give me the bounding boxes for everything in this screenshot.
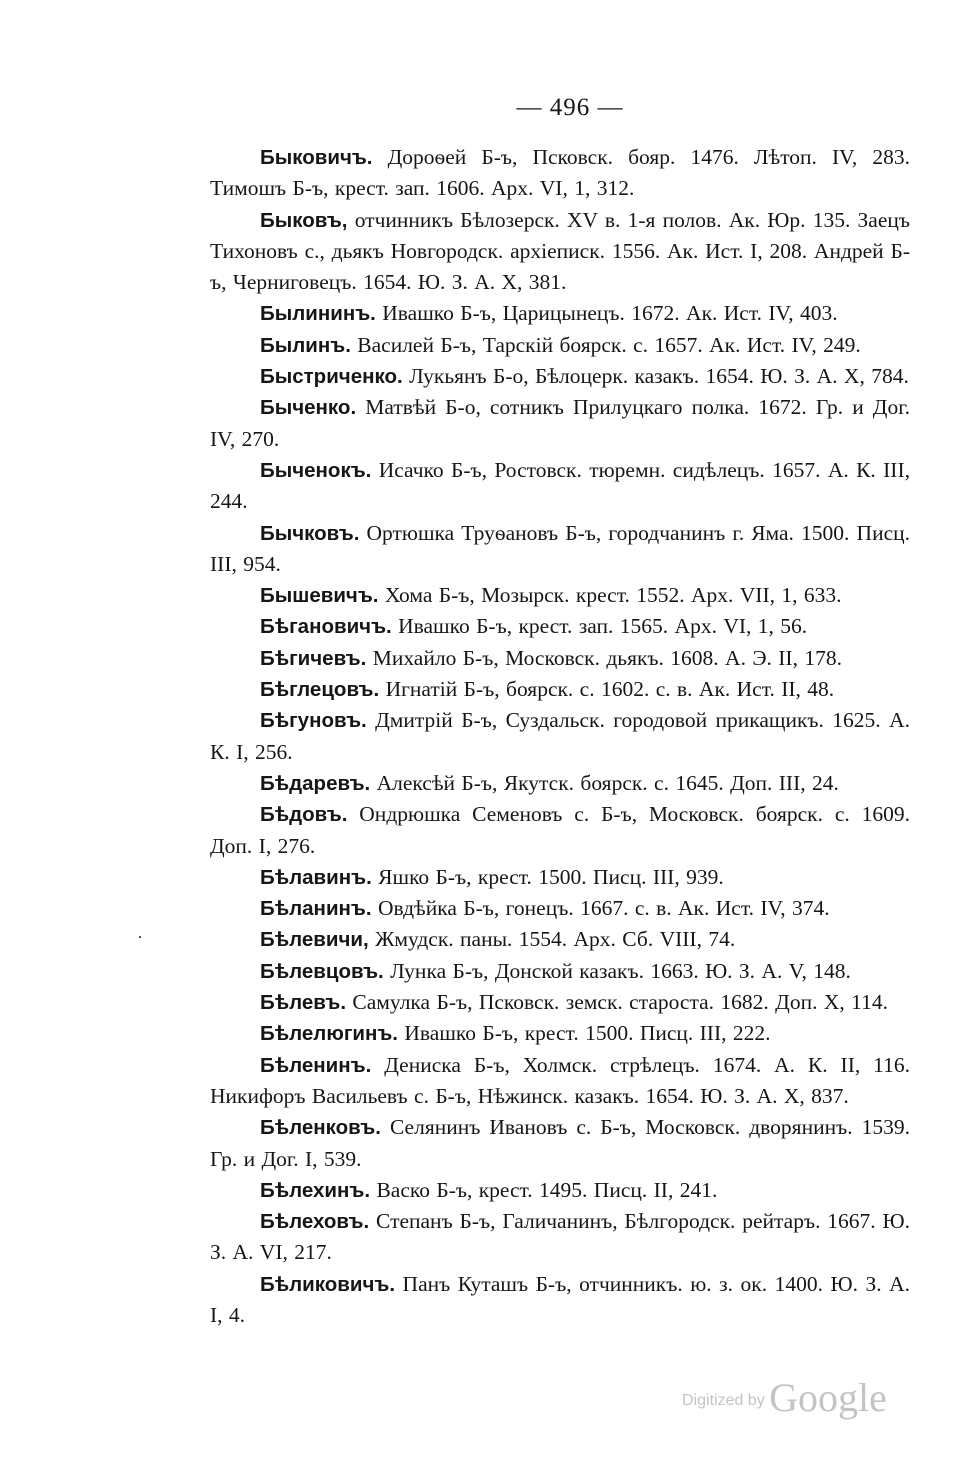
- entry-headword: Бѣлелюгинъ.: [260, 1022, 398, 1046]
- entry-text: Дороѳей Б-ъ, Псковск. бояр. 1476. Лѣтоп. IV, 283. Тимошъ Б-ъ, крест. зап. 1606. Арх. VI, 1, 312.: [210, 145, 911, 201]
- entry-headword: Былининъ.: [260, 302, 376, 326]
- dictionary-entry: [210, 987, 910, 1018]
- digitized-by-google-watermark: [682, 1374, 887, 1421]
- dictionary-entry: [210, 1269, 910, 1332]
- dictionary-entry: [210, 1206, 910, 1269]
- dictionary-entry: [210, 862, 910, 893]
- entry-text: Ортюшка Труѳановъ Б-ъ, городчанинъ г. Яма. 1500. Писц. III, 954.: [210, 520, 911, 576]
- entry-headword: Бѣгичевъ.: [260, 646, 367, 670]
- entry-text: Алексѣй Б-ъ, Якутск. боярск. с. 1645. Доп. III, 24.: [376, 770, 839, 795]
- entry-headword: Бѣлевъ.: [260, 991, 347, 1015]
- dictionary-entry: [210, 1050, 910, 1113]
- page-number: — 496 —: [516, 94, 624, 121]
- dictionary-entry: [210, 1175, 910, 1206]
- entry-headword: Бѣгуновъ.: [260, 709, 367, 733]
- dictionary-entry: [210, 580, 910, 611]
- entry-headword: Бышевичъ.: [260, 584, 379, 608]
- entry-text: Ондрюшка Семеновъ с. Б-ъ, Московск. боярск. с. 1609. Доп. I, 276.: [210, 802, 911, 858]
- entry-text: Лунка Б-ъ, Донской казакъ. 1663. Ю. З. А. V, 148.: [390, 958, 851, 983]
- entry-text: Панъ Куташъ Б-ъ, отчинникъ. ю. з. ок. 1400. Ю. З. А. I, 4.: [210, 1271, 911, 1327]
- dictionary-entry: [210, 455, 910, 518]
- entry-headword: Бѣдаревъ.: [260, 771, 371, 795]
- google-logo: Google: [769, 1375, 887, 1420]
- entry-text: Матвѣй Б-о, сотникъ Прилуцкаго полка. 1672. Гр. и Дог. IV, 270.: [210, 395, 910, 451]
- entry-headword: Быченко.: [260, 396, 357, 420]
- entry-text: Жмудск. паны. 1554. Арх. Сб. VIII, 74.: [375, 927, 736, 952]
- dictionary-entry: [210, 361, 910, 392]
- dictionary-entry: [210, 330, 910, 361]
- dictionary-entry: [210, 643, 910, 674]
- entry-text: Овдѣйка Б-ъ, гонецъ. 1667. с. в. Ак. Ист. IV, 374.: [377, 896, 830, 921]
- entry-headword: Быстриченко.: [260, 365, 403, 389]
- entry-headword: Бѣлехинъ.: [260, 1178, 371, 1202]
- dictionary-entry: [210, 298, 910, 329]
- entry-text: Ивашко Б-ъ, крест. зап. 1565. Арх. VI, 1, 56.: [398, 614, 808, 639]
- entry-headword: Бѣланинъ.: [260, 897, 372, 921]
- dictionary-entry: [210, 392, 910, 455]
- entry-text: Ивашко Б-ъ, крест. 1500. Писц. III, 222.: [404, 1021, 771, 1046]
- dictionary-entry: [210, 674, 910, 705]
- entry-headword: Бѣдовъ.: [260, 803, 348, 827]
- scan-speck: [139, 936, 141, 938]
- entry-text: Ивашко Б-ъ, Царицынецъ. 1672. Ак. Ист. IV, 403.: [382, 301, 838, 326]
- entry-headword: Бѣлевцовъ.: [260, 959, 384, 983]
- entry-text: Исачко Б-ъ, Ростовск. тюремн. сидѣлецъ. 1657. А. К. III, 244.: [210, 457, 910, 514]
- entry-headword: Бѣленковъ.: [260, 1116, 381, 1140]
- dictionary-entry: [210, 893, 910, 924]
- entry-headword: Быковъ,: [260, 208, 348, 232]
- dictionary-entry: [210, 799, 910, 862]
- entry-headword: Быченокъ.: [260, 458, 372, 482]
- dictionary-entry: [210, 705, 910, 768]
- dictionary-entry: [210, 611, 910, 642]
- entry-text: Василей Б-ъ, Тарскій боярск. с. 1657. Ак. Ист. IV, 249.: [357, 332, 861, 357]
- entry-headword: Бѣленинъ.: [260, 1053, 372, 1077]
- entry-headword: Бѣгановичъ.: [260, 615, 392, 639]
- dictionary-entry: [210, 956, 910, 987]
- dictionary-entry: [210, 518, 910, 581]
- dictionary-entry: [210, 924, 910, 955]
- entry-headword: Былинъ.: [260, 333, 351, 357]
- dictionary-entry: [210, 205, 910, 299]
- dictionary-entry: [210, 768, 910, 799]
- entry-headword: Бѣликовичъ.: [260, 1272, 396, 1296]
- entry-text: Лукьянъ Б-о, Бѣлоцерк. казакъ. 1654. Ю. З. А. X, 784.: [409, 364, 909, 389]
- entry-text: Дениска Б-ъ, Холмск. стрѣлецъ. 1674. А. К. II, 116. Никифоръ Васильевъ с. Б-ъ, Нѣжинск. казакъ. 1654. Ю. З. А. X, 837.: [210, 1052, 910, 1108]
- entry-text: Михайло Б-ъ, Московск. дьякъ. 1608. А. Э. II, 178.: [372, 645, 842, 670]
- entry-headword: Бѣлавинъ.: [260, 865, 372, 889]
- dictionary-entry: [210, 1112, 910, 1175]
- entry-text: Самулка Б-ъ, Псковск. земск. староста. 1682. Доп. X, 114.: [352, 990, 888, 1015]
- entry-text: Дмитрій Б-ъ, Суздальск. городовой прикащикъ. 1625. А. К. I, 256.: [210, 708, 910, 764]
- entry-text: Селянинъ Ивановъ с. Б-ъ, Московск. дворянинъ. 1539. Гр. и Дог. I, 539.: [210, 1115, 910, 1171]
- entry-headword: Бѣглецовъ.: [260, 678, 380, 702]
- entry-headword: Бычковъ.: [260, 521, 360, 545]
- dictionary-entries: [210, 142, 910, 1331]
- entry-headword: Бѣлеховъ.: [260, 1210, 370, 1234]
- dictionary-entry: [210, 142, 910, 205]
- dictionary-entry: [210, 1018, 910, 1049]
- entry-text: Игнатій Б-ъ, боярск. с. 1602. с. в. Ак. Ист. II, 48.: [385, 677, 835, 702]
- entry-headword: Быковичъ.: [260, 146, 373, 169]
- watermark-prefix: Digitized by: [682, 1392, 765, 1409]
- entry-text: отчинникъ Бѣлозерск. XV в. 1-я полов. Ак. Юр. 135. Заецъ Тихоновъ с., дьякъ Новгородск. архіеписк. 1556. Ак. Ист. I, 208. Андрей Б-ъ, Черниговецъ. 1654. Ю. З. А. X, 381.: [210, 207, 910, 295]
- entry-text: Хома Б-ъ, Мозырск. крест. 1552. Арх. VII, 1, 633.: [384, 583, 842, 608]
- entry-headword: Бѣлевичи,: [260, 928, 369, 952]
- entry-text: Яшко Б-ъ, крест. 1500. Писц. III, 939.: [378, 864, 724, 889]
- entry-text: Степанъ Б-ъ, Галичанинъ, Бѣлгородск. рейтаръ. 1667. Ю. З. А. VI, 217.: [210, 1209, 910, 1265]
- entry-text: Васко Б-ъ, крест. 1495. Писц. II, 241.: [376, 1177, 718, 1202]
